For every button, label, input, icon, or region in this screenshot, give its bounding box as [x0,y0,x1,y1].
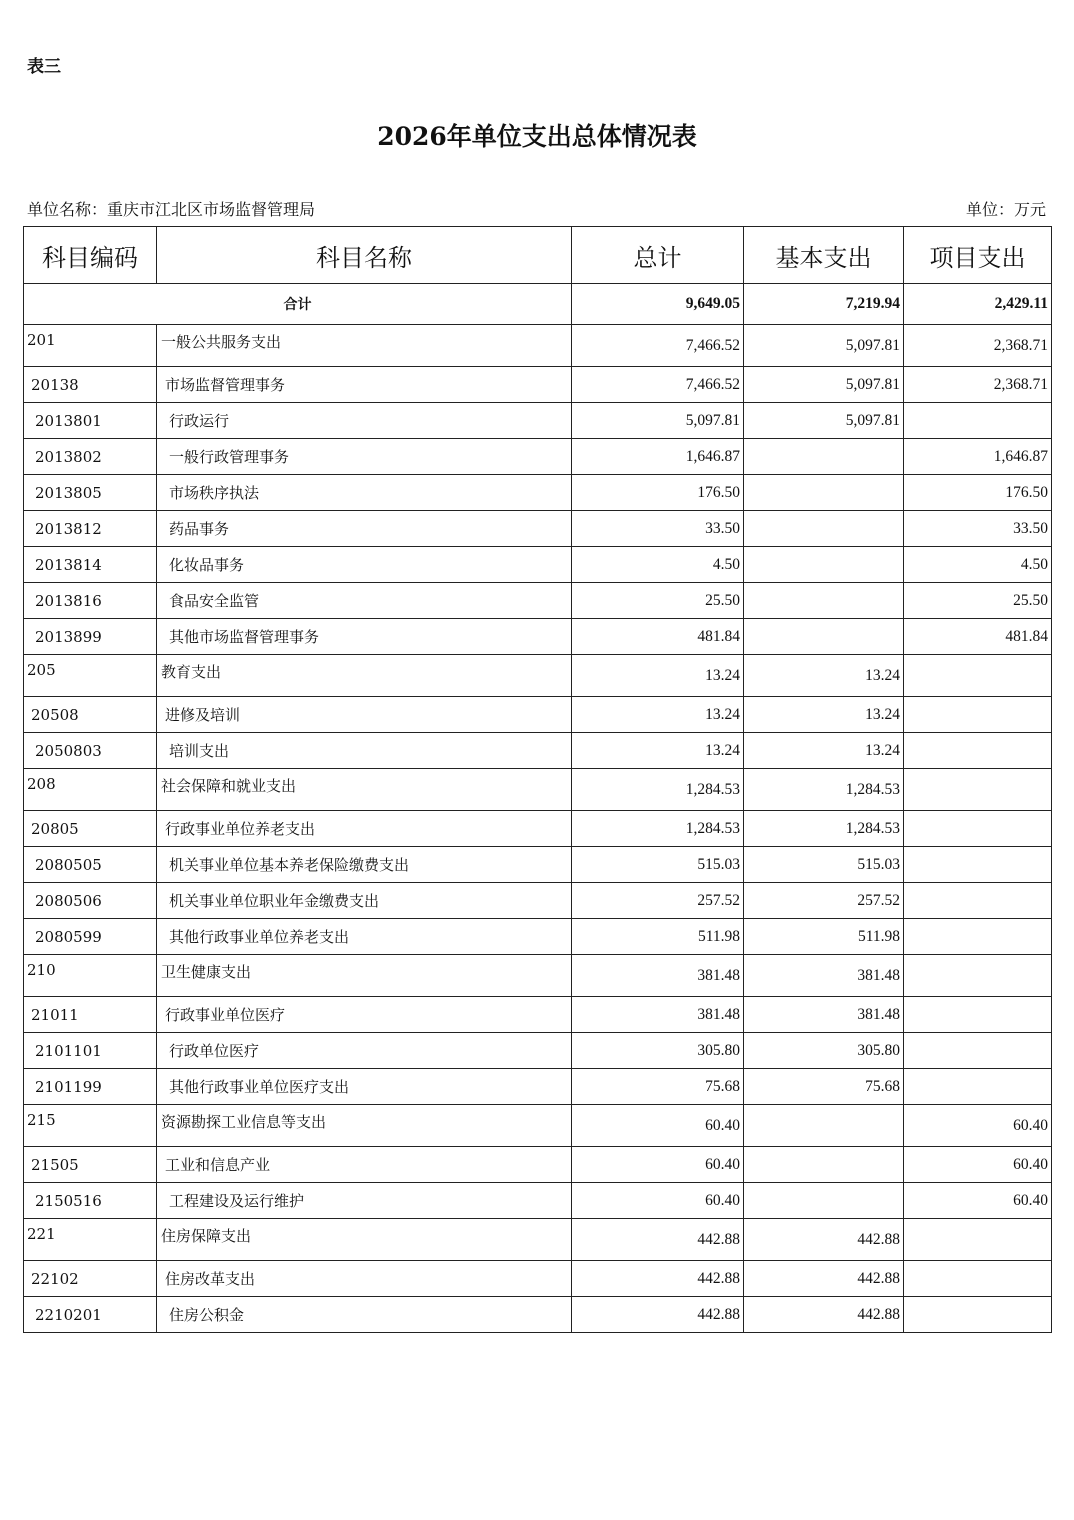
cell-code: 22102 [24,1261,157,1297]
cell-total: 7,466.52 [572,325,744,367]
cell-project [904,811,1052,847]
cell-project [904,1033,1052,1069]
cell-code: 210 [24,955,157,997]
cell-code: 205 [24,655,157,697]
cell-name: 教育支出 [157,655,572,697]
cell-name: 行政事业单位养老支出 [157,811,572,847]
cell-total: 305.80 [572,1033,744,1069]
table-row [24,847,1052,883]
cell-basic: 511.98 [744,919,904,955]
cell-code: 2013802 [24,439,157,475]
cell-project: 60.40 [904,1147,1052,1183]
cell-basic: 13.24 [744,733,904,769]
cell-basic [744,439,904,475]
cell-total: 33.50 [572,511,744,547]
cell-name: 住房保障支出 [157,1219,572,1261]
cell-basic: 305.80 [744,1033,904,1069]
table-row [24,955,1052,997]
total-basic: 7,219.94 [744,284,904,325]
cell-basic [744,1105,904,1147]
page-title: 2026年单位支出总体情况表 [377,122,697,151]
table-row [24,1147,1052,1183]
cell-project: 4.50 [904,547,1052,583]
cell-code: 208 [24,769,157,811]
cell-code: 2150516 [24,1183,157,1219]
table-row [24,403,1052,439]
table-row [24,655,1052,697]
cell-project: 33.50 [904,511,1052,547]
unit-label: 单位：万元 [965,200,1046,219]
cell-code: 2013899 [24,619,157,655]
table-row [24,811,1052,847]
cell-name: 药品事务 [157,511,572,547]
table-row [24,547,1052,583]
table-row [24,1033,1052,1069]
table-row [24,1183,1052,1219]
cell-code: 2050803 [24,733,157,769]
cell-name: 行政事业单位医疗 [157,997,572,1033]
cell-basic: 13.24 [744,655,904,697]
cell-code: 2013816 [24,583,157,619]
total-row [24,284,1052,325]
cell-total: 13.24 [572,655,744,697]
cell-project: 481.84 [904,619,1052,655]
cell-project [904,955,1052,997]
cell-total: 13.24 [572,733,744,769]
cell-project [904,697,1052,733]
cell-code: 2101101 [24,1033,157,1069]
cell-basic: 515.03 [744,847,904,883]
cell-code: 2013805 [24,475,157,511]
cell-basic [744,1147,904,1183]
cell-name: 食品安全监管 [157,583,572,619]
cell-project [904,997,1052,1033]
cell-project: 60.40 [904,1183,1052,1219]
column-header-total: 总计 [572,227,744,284]
cell-name: 市场秩序执法 [157,475,572,511]
cell-basic: 75.68 [744,1069,904,1105]
cell-total: 511.98 [572,919,744,955]
cell-code: 2080505 [24,847,157,883]
cell-code: 201 [24,325,157,367]
cell-basic [744,511,904,547]
cell-project [904,1297,1052,1333]
table-row [24,997,1052,1033]
cell-code: 2101199 [24,1069,157,1105]
cell-total: 4.50 [572,547,744,583]
cell-name: 卫生健康支出 [157,955,572,997]
column-header-basic: 基本支出 [744,227,904,284]
column-header-name: 科目名称 [157,227,572,284]
table-row [24,367,1052,403]
cell-project [904,733,1052,769]
unit-name: 单位名称：重庆市江北区市场监督管理局 [27,200,316,219]
cell-project: 25.50 [904,583,1052,619]
cell-code: 2013812 [24,511,157,547]
table-row [24,1069,1052,1105]
cell-project [904,655,1052,697]
cell-project: 176.50 [904,475,1052,511]
cell-name: 住房公积金 [157,1297,572,1333]
table-row [24,1261,1052,1297]
table-row [24,883,1052,919]
cell-code: 21011 [24,997,157,1033]
cell-basic: 381.48 [744,997,904,1033]
cell-total: 257.52 [572,883,744,919]
cell-project: 2,368.71 [904,325,1052,367]
cell-name: 其他市场监督管理事务 [157,619,572,655]
cell-total: 442.88 [572,1297,744,1333]
cell-name: 工程建设及运行维护 [157,1183,572,1219]
cell-code: 2080506 [24,883,157,919]
cell-name: 住房改革支出 [157,1261,572,1297]
cell-basic: 5,097.81 [744,403,904,439]
cell-basic: 442.88 [744,1297,904,1333]
cell-basic: 442.88 [744,1261,904,1297]
cell-code: 20508 [24,697,157,733]
cell-project: 60.40 [904,1105,1052,1147]
cell-total: 515.03 [572,847,744,883]
cell-name: 行政单位医疗 [157,1033,572,1069]
cell-basic: 5,097.81 [744,325,904,367]
cell-total: 7,466.52 [572,367,744,403]
cell-total: 1,284.53 [572,811,744,847]
cell-name: 工业和信息产业 [157,1147,572,1183]
cell-basic: 13.24 [744,697,904,733]
cell-basic [744,1183,904,1219]
cell-total: 481.84 [572,619,744,655]
cell-name: 机关事业单位职业年金缴费支出 [157,883,572,919]
cell-project [904,403,1052,439]
table-row [24,511,1052,547]
cell-basic [744,619,904,655]
cell-name: 行政运行 [157,403,572,439]
cell-total: 381.48 [572,955,744,997]
cell-total: 1,284.53 [572,769,744,811]
cell-total: 442.88 [572,1219,744,1261]
table-row [24,697,1052,733]
cell-project [904,1219,1052,1261]
cell-project [904,883,1052,919]
cell-basic [744,547,904,583]
cell-code: 20805 [24,811,157,847]
table-row [24,769,1052,811]
table-row [24,583,1052,619]
column-header-code: 科目编码 [24,227,157,284]
table-row [24,325,1052,367]
cell-total: 60.40 [572,1183,744,1219]
cell-total: 5,097.81 [572,403,744,439]
table-row [24,475,1052,511]
cell-code: 221 [24,1219,157,1261]
cell-total: 381.48 [572,997,744,1033]
cell-total: 176.50 [572,475,744,511]
cell-total: 60.40 [572,1147,744,1183]
cell-name: 化妆品事务 [157,547,572,583]
cell-code: 2013801 [24,403,157,439]
cell-project: 1,646.87 [904,439,1052,475]
cell-total: 1,646.87 [572,439,744,475]
table-header-row [24,227,1052,284]
cell-name: 进修及培训 [157,697,572,733]
cell-project [904,847,1052,883]
cell-basic: 442.88 [744,1219,904,1261]
total-project: 2,429.11 [904,284,1052,325]
cell-name: 培训支出 [157,733,572,769]
cell-basic: 5,097.81 [744,367,904,403]
cell-project: 2,368.71 [904,367,1052,403]
cell-code: 21505 [24,1147,157,1183]
cell-name: 其他行政事业单位医疗支出 [157,1069,572,1105]
cell-code: 2080599 [24,919,157,955]
cell-name: 市场监督管理事务 [157,367,572,403]
cell-code: 2210201 [24,1297,157,1333]
cell-basic: 381.48 [744,955,904,997]
table-row [24,919,1052,955]
table-row [24,1105,1052,1147]
cell-basic [744,475,904,511]
cell-project [904,919,1052,955]
column-header-project: 项目支出 [904,227,1052,284]
cell-project [904,1261,1052,1297]
table-row [24,1219,1052,1261]
cell-code: 2013814 [24,547,157,583]
cell-project [904,769,1052,811]
table-row [24,733,1052,769]
table-row [24,619,1052,655]
cell-name: 一般公共服务支出 [157,325,572,367]
cell-code: 215 [24,1105,157,1147]
cell-name: 社会保障和就业支出 [157,769,572,811]
cell-name: 其他行政事业单位养老支出 [157,919,572,955]
table-row [24,439,1052,475]
cell-basic: 1,284.53 [744,811,904,847]
total-label: 合计 [24,284,572,325]
total-amount: 9,649.05 [572,284,744,325]
cell-total: 75.68 [572,1069,744,1105]
cell-basic: 1,284.53 [744,769,904,811]
cell-total: 442.88 [572,1261,744,1297]
cell-total: 25.50 [572,583,744,619]
cell-basic [744,583,904,619]
table-number: 表三 [27,57,61,77]
expenditure-table [23,226,1052,1333]
cell-name: 机关事业单位基本养老保险缴费支出 [157,847,572,883]
cell-total: 60.40 [572,1105,744,1147]
cell-code: 20138 [24,367,157,403]
table-row [24,1297,1052,1333]
cell-name: 资源勘探工业信息等支出 [157,1105,572,1147]
cell-basic: 257.52 [744,883,904,919]
cell-name: 一般行政管理事务 [157,439,572,475]
cell-total: 13.24 [572,697,744,733]
cell-project [904,1069,1052,1105]
